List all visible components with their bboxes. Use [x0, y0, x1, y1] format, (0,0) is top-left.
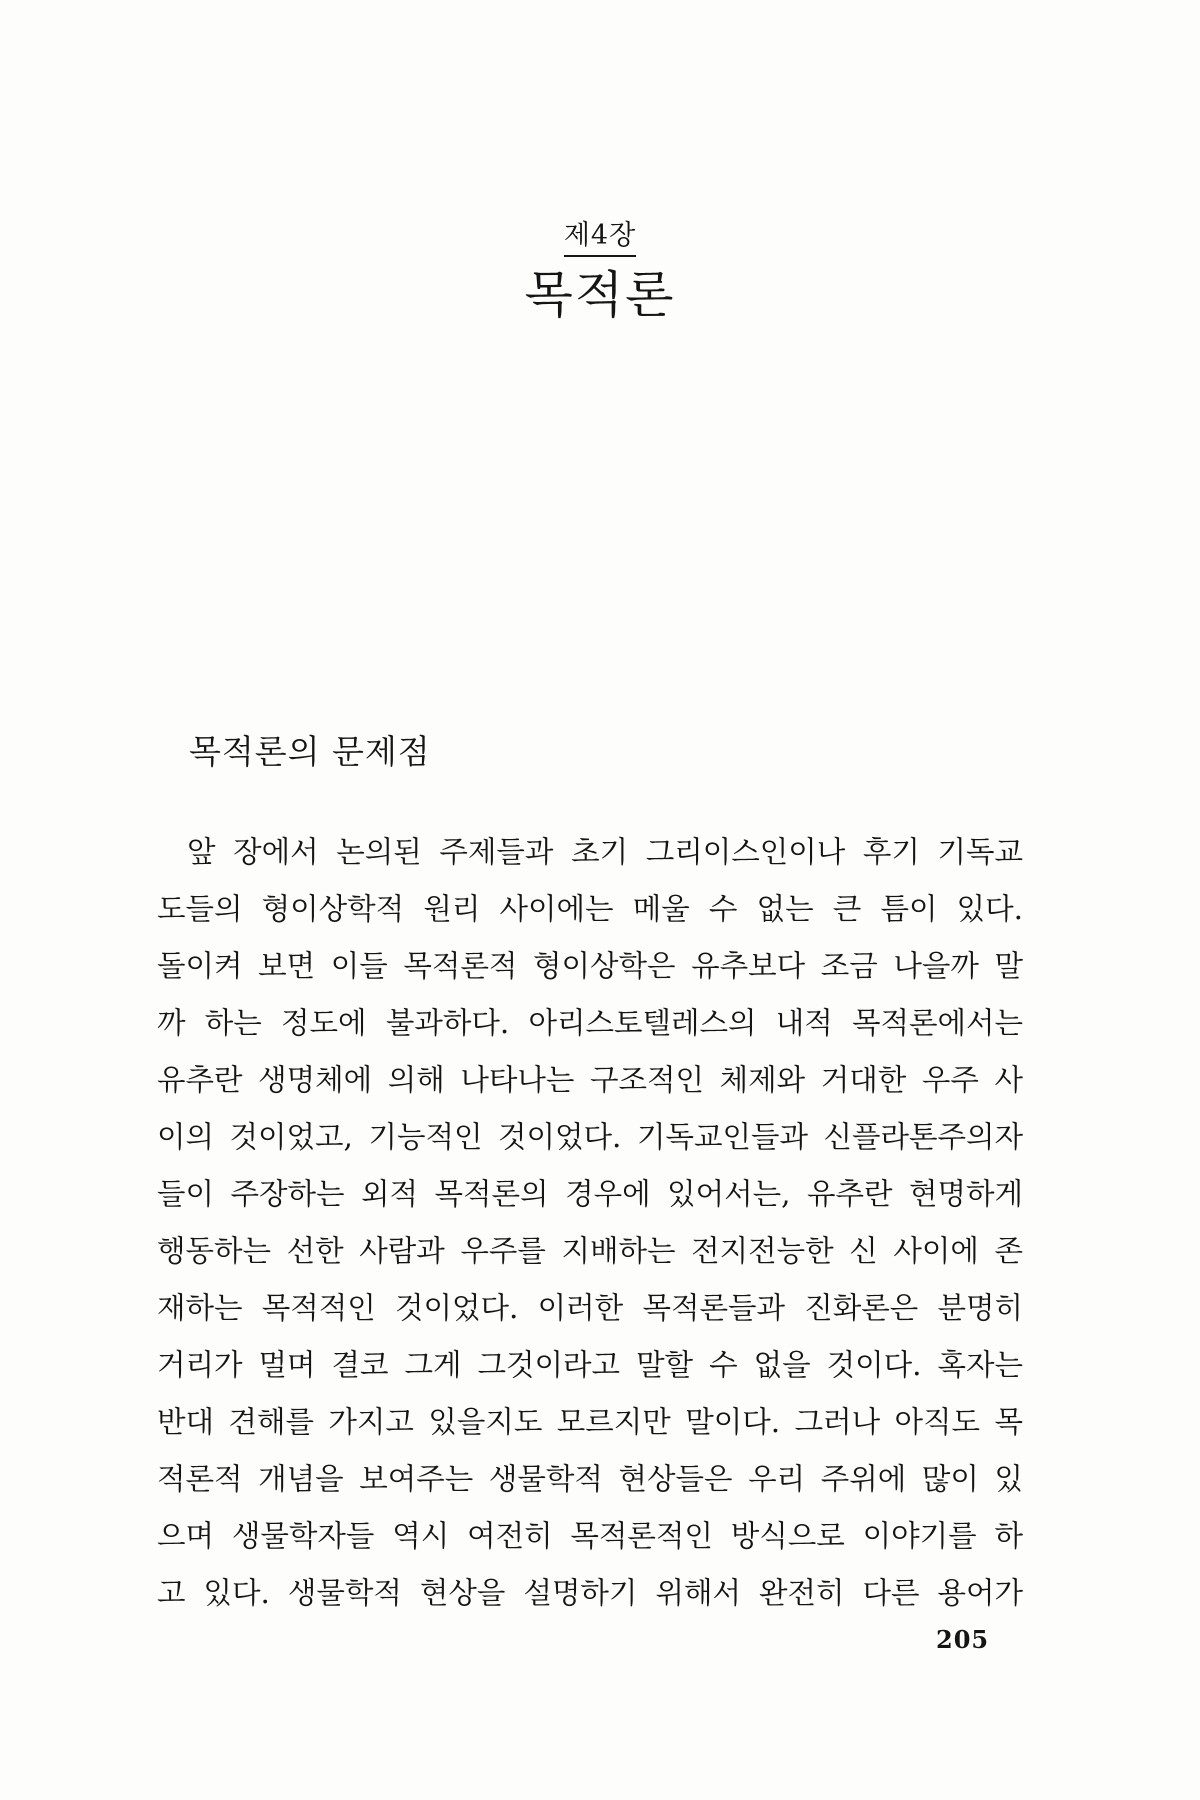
body-line: 재하는 목적적인 것이었다. 이러한 목적론들과 진화론은 분명히 — [157, 1291, 1023, 1325]
body-line: 까 하는 정도에 불과하다. 아리스토텔레스의 내적 목적론에서는 — [157, 1006, 1023, 1040]
body-line: 으며 생물학자들 역시 여전히 목적론적인 방식으로 이야기를 하 — [157, 1519, 1023, 1553]
body-line: 들이 주장하는 외적 목적론의 경우에 있어서는, 유추란 현명하게 — [157, 1177, 1023, 1211]
section-heading: 목적론의 문제점 — [189, 732, 431, 771]
body-line: 행동하는 선한 사람과 우주를 지배하는 전지전능한 신 사이에 존 — [157, 1234, 1023, 1268]
chapter-header — [0, 220, 1200, 325]
body-line: 고 있다. 생물학적 현상을 설명하기 위해서 완전히 다른 용어가 — [157, 1576, 1023, 1610]
body-line: 반대 견해를 가지고 있을지도 모르지만 말이다. 그러나 아직도 목 — [157, 1405, 1023, 1439]
body-text — [157, 824, 1023, 1622]
page-number: 205 — [936, 1625, 990, 1654]
chapter-title: 목적론 — [524, 266, 676, 324]
body-line: 이의 것이었고, 기능적인 것이었다. 기독교인들과 신플라톤주의자 — [157, 1120, 1023, 1154]
body-line: 거리가 멀며 결코 그게 그것이라고 말할 수 없을 것이다. 혹자는 — [157, 1348, 1023, 1382]
body-line: 도들의 형이상학적 원리 사이에는 메울 수 없는 큰 틈이 있다. — [157, 892, 1023, 926]
body-line: 유추란 생명체에 의해 나타나는 구조적인 체제와 거대한 우주 사 — [157, 1063, 1023, 1097]
body-line: 앞 장에서 논의된 주제들과 초기 그리이스인이나 후기 기독교 — [187, 835, 1023, 869]
chapter-number: 제4장 — [564, 220, 636, 257]
body-line: 돌이켜 보면 이들 목적론적 형이상학은 유추보다 조금 나을까 말 — [157, 949, 1023, 983]
body-line: 적론적 개념을 보여주는 생물학적 현상들은 우리 주위에 많이 있 — [157, 1462, 1023, 1496]
